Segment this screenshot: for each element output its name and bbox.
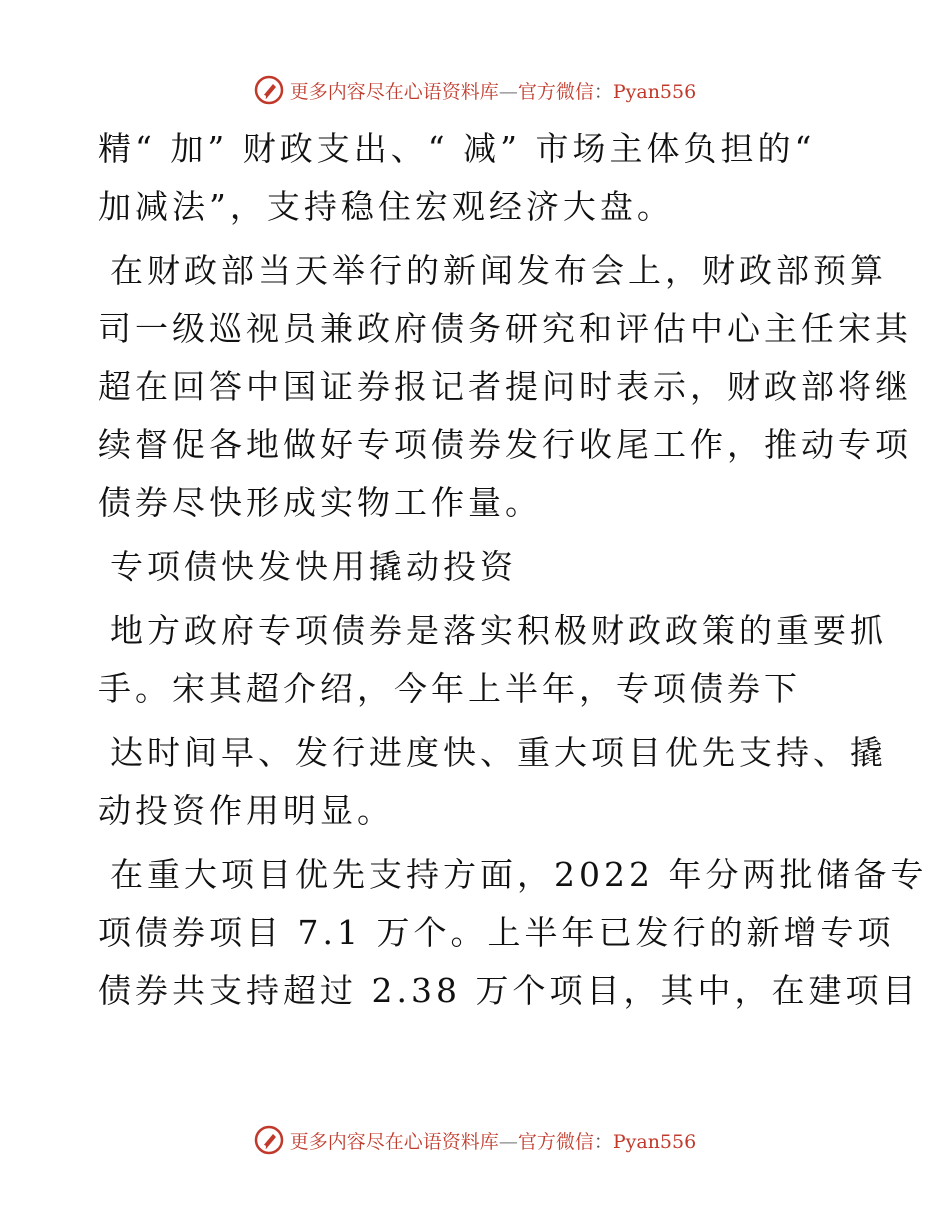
banner-text: [290, 1127, 696, 1154]
banner-wechat-label: 官方微信: [517, 1130, 594, 1153]
footer-banner: [0, 1120, 950, 1160]
banner-wechat-id: Pyan556: [612, 80, 697, 103]
paragraph: [98, 120, 858, 236]
pen-logo-icon: [254, 1125, 284, 1155]
paragraph: [98, 242, 912, 532]
text-line: 项债券项目 7.1 万个。上半年已发行的新增专项: [98, 913, 895, 952]
text-line: 超在回答中国证券报记者提问时表示，财政部将继: [98, 367, 912, 406]
banner-wechat-label: 官方微信: [517, 80, 594, 103]
paragraph: [98, 724, 887, 840]
text-line: 精“ 加” 财政支出、“ 减” 市场主体负担的“: [98, 129, 816, 168]
document-body: [98, 120, 928, 1026]
text-line: 达时间早、发行进度快、重大项目优先支持、撬: [110, 733, 887, 772]
text-line: 司一级巡视员兼政府债务研究和评估中心主任宋其: [98, 309, 912, 348]
text-line: 动投资作用明显。: [98, 791, 394, 830]
pen-logo-icon: [254, 75, 284, 105]
text-line: 手。宋其超介绍，今年上半年，专项债券下: [98, 669, 801, 708]
text-line: 加减法”，支持稳住宏观经济大盘。: [98, 187, 674, 226]
banner-title: 更多内容尽在心语资料库: [289, 1130, 499, 1153]
text-line: 地方政府专项债券是落实积极财政政策的重要抓: [110, 611, 887, 650]
text-line: 专项债快发快用撬动投资: [110, 547, 517, 586]
text-line: 债券尽快形成实物工作量。: [98, 483, 542, 522]
banner-wechat-id: Pyan556: [612, 1130, 697, 1153]
header-banner: [0, 70, 950, 110]
text-line: 续督促各地做好专项债券发行收尾工作，推动专项: [98, 425, 912, 464]
banner-title: 更多内容尽在心语资料库: [289, 80, 499, 103]
banner-separator: ：: [593, 80, 613, 103]
paragraph: [98, 846, 928, 1020]
banner-dash: —: [498, 80, 518, 103]
banner-dash: —: [498, 1130, 518, 1153]
banner-separator: ：: [593, 1130, 613, 1153]
text-line: 债券共支持超过 2.38 万个项目，其中，在建项目: [98, 971, 920, 1010]
banner-text: [290, 77, 696, 104]
text-line: 在重大项目优先支持方面，2022 年分两批储备专: [110, 855, 928, 894]
paragraph: [98, 602, 887, 718]
text-line: 在财政部当天举行的新闻发布会上，财政部预算: [110, 251, 887, 290]
section-heading: [98, 538, 858, 596]
